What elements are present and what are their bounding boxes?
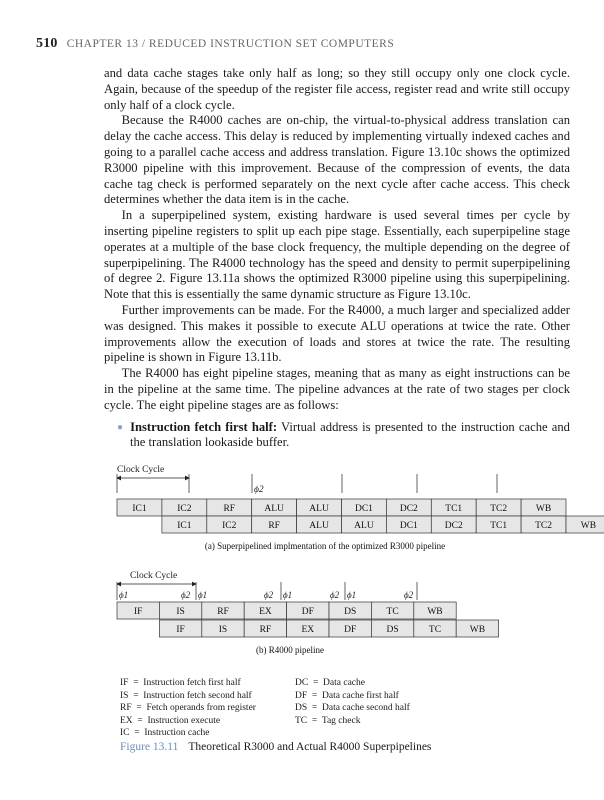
stage-label-a2: RF <box>268 521 280 531</box>
stage-label-b1: DF <box>301 607 314 617</box>
bullet-term: Instruction fetch first half: <box>130 419 278 434</box>
phase-label-a: ϕ2 <box>254 485 264 495</box>
stage-label-b1: IF <box>133 607 143 617</box>
paragraph-5: The R4000 has eight pipeline stages, meaning that as many as eight instructions can be in the pipeline at the same time. The pipeline advances at the rate of two stages per clock cycle. The eight pipeline stages are as follows: <box>104 366 570 412</box>
phase-label-b: ϕ2 <box>264 590 274 600</box>
phase-label-b: ϕ1 <box>283 590 293 600</box>
phase-label-b: ϕ1 <box>198 590 208 600</box>
stage-label-b2: TC <box>428 625 442 635</box>
stage-label-b2: IS <box>218 625 228 635</box>
legend-row <box>120 690 410 703</box>
clock-cycle-label-a: Clock Cycle <box>117 465 165 475</box>
figure-part-b <box>117 571 499 655</box>
legend-entry: IC = Instruction cache <box>120 728 210 739</box>
stage-label-a1: IC2 <box>177 504 192 514</box>
legend-entry: TC = Tag check <box>295 715 361 726</box>
legend-entry: EX = Instruction execute <box>120 715 221 726</box>
stage-label-a1: DC2 <box>399 504 418 514</box>
stage-label-a1: DC1 <box>354 504 373 514</box>
legend-entry: RF = Fetch operands from register <box>120 703 256 714</box>
running-title: CHAPTER 13 / REDUCED INSTRUCTION SET COMPUTERS <box>66 38 395 50</box>
figure-a-caption: (a) Superpipelined implmentation of the optimized R3000 pipeline <box>204 541 446 551</box>
stage-label-a1: IC1 <box>132 504 147 514</box>
pipeline-diagram <box>0 462 604 674</box>
stage-label-a1: TC2 <box>490 504 508 514</box>
legend-row <box>120 677 410 690</box>
figure-part-a <box>117 465 604 551</box>
page-number: 510 <box>36 36 58 51</box>
page-header <box>36 36 394 52</box>
figure-label: Figure 13.11 <box>120 741 179 753</box>
stage-label-b2: EX <box>301 625 315 635</box>
stage-label-a2: DC2 <box>444 521 463 531</box>
legend-entry: DF = Data cache first half <box>295 690 399 701</box>
paragraph-4: Further improvements can be made. For the R4000, a much larger and specialized adder was designed. This makes it possible to execute ALU operations at twice the rate. Other improvements allow the execution of loads and stores at twice the rate. The resulting pipeline is shown in Figure 13.11b. <box>104 302 570 365</box>
stage-label-a2: TC1 <box>490 521 508 531</box>
figure-b-caption: (b) R4000 pipeline <box>256 645 324 655</box>
legend-entry: DS = Data cache second half <box>295 703 410 714</box>
legend-row <box>120 702 410 715</box>
figure-13-11 <box>0 462 604 674</box>
legend-row <box>120 727 410 740</box>
phase-label-b: ϕ1 <box>119 590 129 600</box>
figure-legend <box>120 677 410 740</box>
bullet-item <box>104 420 570 452</box>
phase-label-b: ϕ2 <box>404 590 414 600</box>
stage-label-a2: ALU <box>354 521 374 531</box>
stage-label-a1: ALU <box>264 504 284 514</box>
phase-label-b: ϕ1 <box>347 590 357 600</box>
stage-label-b1: IS <box>176 607 185 617</box>
stage-label-a2: IC1 <box>177 521 192 531</box>
stage-label-b2: RF <box>259 625 272 635</box>
stage-label-b2: DF <box>344 625 357 635</box>
clock-cycle-label-b: Clock Cycle <box>130 571 178 581</box>
stage-label-b2: WB <box>469 625 486 635</box>
figure-title: Theoretical R3000 and Actual R4000 Superpipelines <box>188 741 432 753</box>
stage-label-b1: TC <box>386 607 399 617</box>
stage-label-b1: RF <box>217 607 229 617</box>
stage-label-b2: IF <box>176 625 185 635</box>
stage-label-b2: DS <box>386 625 399 635</box>
legend-entry: IF = Instruction fetch first half <box>120 678 241 688</box>
paragraph-1: and data cache stages take only half as long; so they still occupy only one clock cycle. Again, because of the speedup of the register file access, register read and write still occupy only half of a clock cycle. <box>104 66 570 112</box>
stage-label-a1: ALU <box>309 504 329 514</box>
stage-label-a2: TC2 <box>535 521 552 531</box>
paragraph-3: In a superpipelined system, existing hardware is used several times per cycle by inserting pipeline registers to split up each pipe stage. Essentially, each superpipeline stage operates at a multiple of the base clock frequency, the multiple depending on the degree of superpipelining. The R4000 technology has the speed and density to permit superpipelining of degree 2. Figure 13.11a shows the optimized R3000 pipeline using this superpipelining. Note that this is essentially the same dynamic structure as Figure 13.10c. <box>104 208 570 302</box>
bullet-text: Virtual address is presented to the instruction cache and the translation lookaside buffer. <box>130 419 570 450</box>
legend-entry: IS = Instruction fetch second half <box>120 690 252 701</box>
stage-label-b1: EX <box>259 607 272 617</box>
body-text <box>104 66 570 451</box>
stage-label-a2: ALU <box>309 521 329 531</box>
phase-label-b: ϕ2 <box>330 590 340 600</box>
stage-label-b1: WB <box>427 607 443 617</box>
figure-caption <box>120 741 431 753</box>
stage-label-a2: IC2 <box>222 521 237 531</box>
stage-label-a2: WB <box>580 521 597 531</box>
stage-label-a1: TC1 <box>445 504 463 514</box>
stage-label-a2: DC1 <box>399 521 418 531</box>
stage-label-a1: WB <box>535 504 552 514</box>
legend-row <box>120 715 410 728</box>
stage-label-b1: DS <box>344 607 357 617</box>
bullet-icon: ● <box>117 421 125 433</box>
legend-entry: DC = Data cache <box>295 678 365 688</box>
phase-label-b: ϕ2 <box>181 590 191 600</box>
paragraph-2: Because the R4000 caches are on-chip, the virtual-to-physical address translation can delay the cache access. This delay is reduced by implementing virtually indexed caches and going to a parallel cache access and address translation. Figure 13.10c shows the optimized R3000 pipeline with this improvement. Because of the compression of events, the data cache tag check is performed separately on the next cycle after cache access. This check determines whether the data item is in the cache. <box>104 113 570 207</box>
stage-label-a1: RF <box>223 504 236 514</box>
